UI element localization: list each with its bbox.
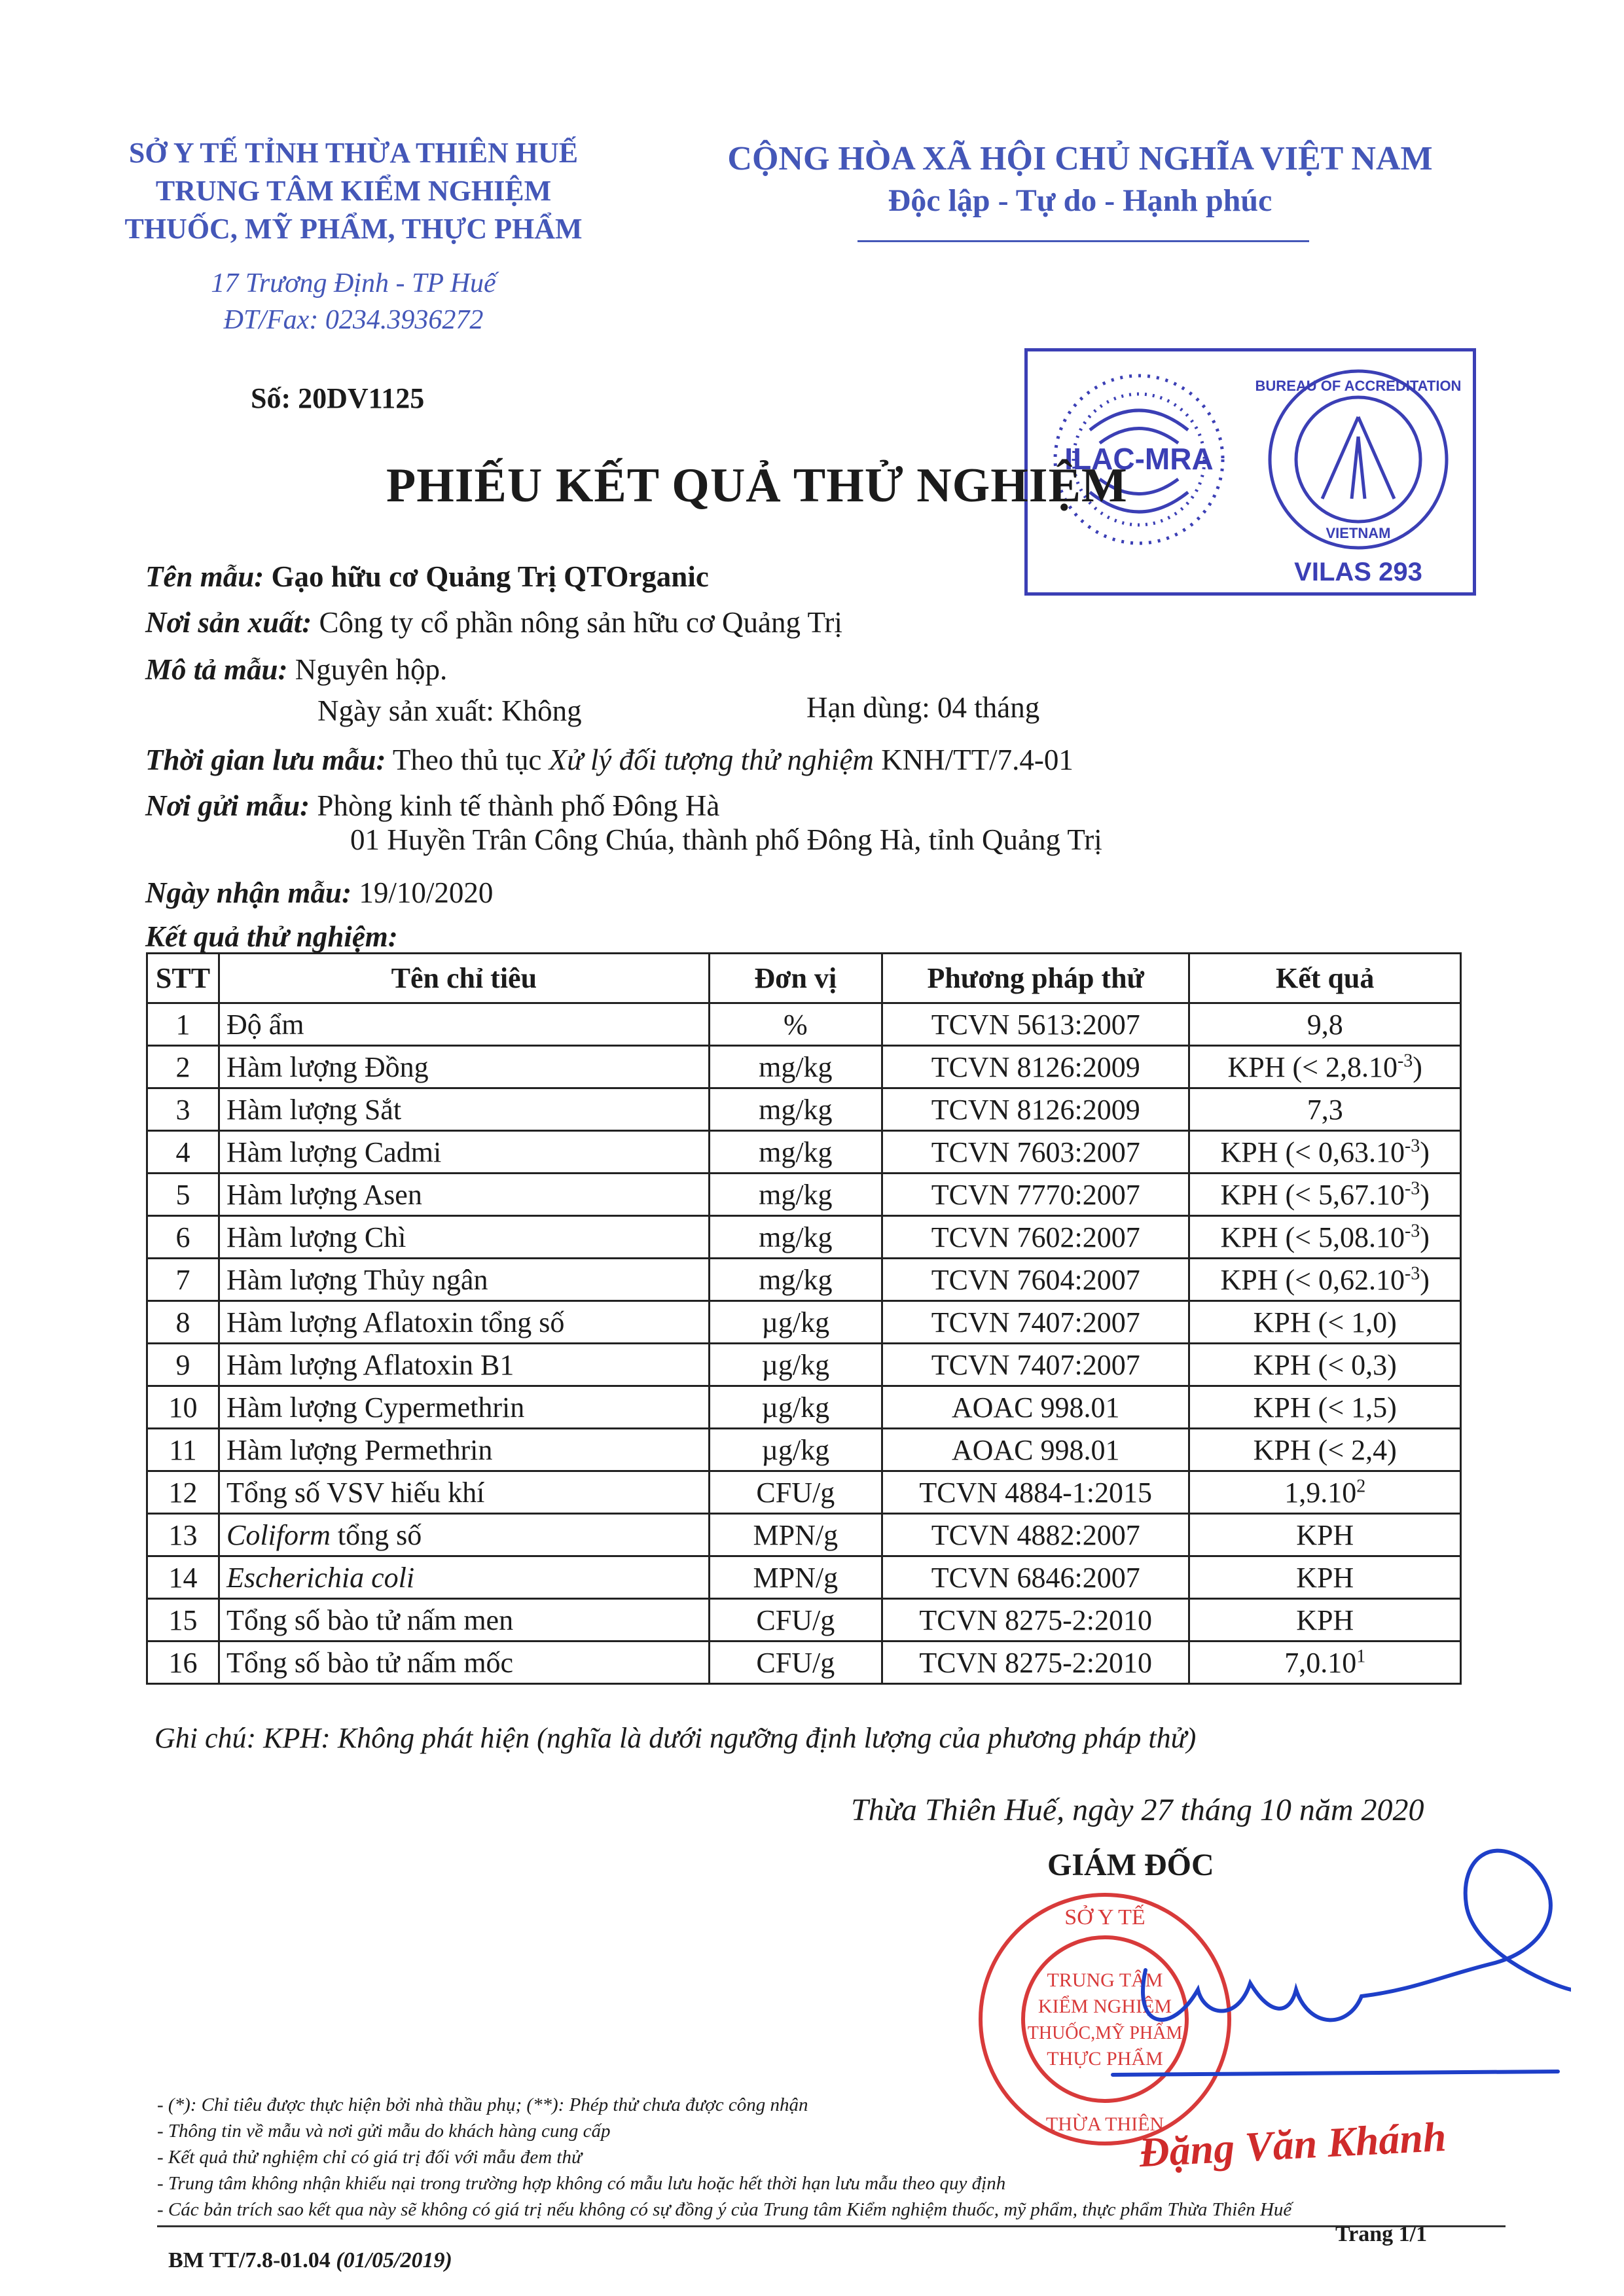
results-label: Kết quả thử nghiệm:: [145, 920, 398, 953]
row-result: [1189, 1046, 1461, 1088]
row-name: [219, 1003, 709, 1046]
results-table: [146, 952, 1462, 1685]
row-name-italic: Coliform: [226, 1518, 331, 1551]
row-unit: MPN/g: [709, 1556, 882, 1599]
description-value: Nguyên hộp.: [295, 653, 448, 686]
row-stt: 7: [147, 1259, 219, 1301]
result-exponent: -3: [1404, 1177, 1420, 1198]
row-method: AOAC 998.01: [882, 1429, 1189, 1471]
row-result: [1189, 1003, 1461, 1046]
result-tail: ): [1420, 1136, 1430, 1168]
seal-line-4: THỰC PHẨM: [1047, 2048, 1163, 2070]
row-method: TCVN 7604:2007: [882, 1259, 1189, 1301]
row-stt: 11: [147, 1429, 219, 1471]
row-method: TCVN 4882:2007: [882, 1514, 1189, 1556]
country-text: VIETNAM: [1326, 525, 1391, 541]
row-result: [1189, 1514, 1461, 1556]
row-unit: mg/kg: [709, 1216, 882, 1259]
result-value: KPH (< 1,5): [1253, 1391, 1397, 1424]
table-row: [147, 1046, 1461, 1088]
row-name-text: Hàm lượng Aflatoxin tổng số: [226, 1306, 565, 1338]
row-unit: µg/kg: [709, 1301, 882, 1344]
header-result: Kết quả: [1189, 954, 1461, 1003]
row-unit: MPN/g: [709, 1514, 882, 1556]
row-name: [219, 1471, 709, 1514]
result-value: KPH: [1296, 1518, 1354, 1551]
result-value: 1,9.10: [1284, 1476, 1357, 1509]
row-name-italic: Escherichia coli: [226, 1561, 415, 1594]
row-name-text: Tổng số VSV hiếu khí: [226, 1476, 485, 1509]
sample-name-value: Gạo hữu cơ Quảng Trị QTOrganic: [271, 560, 709, 593]
table-row: [147, 1131, 1461, 1174]
org-line-3: THUỐC, MỸ PHẨM, THỰC PHẨM: [124, 213, 583, 245]
footnote-3: - Kết quả thử nghiệm chỉ có giá trị đối với mẫu đem thử: [157, 2147, 582, 2168]
row-unit: µg/kg: [709, 1386, 882, 1429]
sample-name: [145, 560, 709, 594]
row-unit: µg/kg: [709, 1344, 882, 1386]
form-code-text: BM TT/7.8-01.04: [168, 2248, 331, 2272]
result-exponent: 1: [1356, 1645, 1366, 1666]
row-name-text: Hàm lượng Aflatoxin B1: [226, 1348, 514, 1381]
row-result: [1189, 1174, 1461, 1216]
row-name-text: Độ ẩm: [226, 1008, 304, 1041]
row-method: TCVN 8275-2:2010: [882, 1641, 1189, 1684]
row-name-text: Hàm lượng Chì: [226, 1221, 406, 1253]
row-name: [219, 1216, 709, 1259]
row-name-text: tổng số: [330, 1518, 422, 1551]
row-method: TCVN 7770:2007: [882, 1174, 1189, 1216]
row-unit: µg/kg: [709, 1429, 882, 1471]
result-tail: ): [1420, 1221, 1430, 1253]
row-result: [1189, 1556, 1461, 1599]
sample-description: [145, 653, 447, 687]
row-method: TCVN 7603:2007: [882, 1131, 1189, 1174]
received-date: [145, 876, 493, 910]
row-stt: 15: [147, 1599, 219, 1641]
row-method: TCVN 8126:2009: [882, 1088, 1189, 1131]
result-value: KPH: [1296, 1561, 1354, 1594]
row-stt: 13: [147, 1514, 219, 1556]
storage-prefix: Theo thủ tục: [392, 744, 542, 776]
table-row: [147, 1556, 1461, 1599]
footer-divider: [157, 2225, 1506, 2227]
table-header-row: [147, 954, 1461, 1003]
national-motto: Độc lập - Tự do - Hạnh phúc: [888, 183, 1272, 218]
footnote-2: - Thông tin về mẫu và nơi gửi mẫu do khách hàng cung cấp: [157, 2121, 611, 2142]
row-name: [219, 1174, 709, 1216]
row-result: [1189, 1641, 1461, 1684]
result-value: KPH (< 0,62.10: [1220, 1263, 1405, 1296]
row-result: [1189, 1429, 1461, 1471]
description-label: Mô tả mẫu:: [145, 653, 288, 686]
document-number: Số: 20DV1125: [251, 382, 425, 414]
table-row: [147, 1429, 1461, 1471]
result-exponent: -3: [1404, 1263, 1420, 1283]
row-stt: 4: [147, 1131, 219, 1174]
table-row: [147, 1471, 1461, 1514]
result-value: KPH (< 1,0): [1253, 1306, 1397, 1338]
manufacture-date: Ngày sản xuất: Không: [317, 694, 582, 727]
date-line: Thừa Thiên Huế, ngày 27 tháng 10 năm 2020: [851, 1793, 1424, 1827]
seal-ring-top: SỞ Y TẾ: [1064, 1905, 1146, 1929]
result-value: 9,8: [1307, 1008, 1343, 1041]
row-name-text: Hàm lượng Cadmi: [226, 1136, 442, 1168]
header-name: Tên chỉ tiêu: [219, 954, 709, 1003]
motto-underline: [857, 240, 1309, 242]
seal-ring-bottom: THỪA THIÊN: [1045, 2113, 1164, 2135]
org-line-1: SỞ Y TẾ TỈNH THỪA THIÊN HUẾ: [128, 137, 579, 169]
table-row: [147, 1259, 1461, 1301]
page-number: Trang 1/1: [1335, 2222, 1428, 2246]
row-name-text: Tổng số bào tử nấm men: [226, 1604, 514, 1636]
row-stt: 6: [147, 1216, 219, 1259]
table-row: [147, 1216, 1461, 1259]
result-exponent: -3: [1397, 1050, 1413, 1071]
row-result: [1189, 1471, 1461, 1514]
seal-line-2: KIỂM NGHIỆM: [1038, 1996, 1172, 2017]
row-method: TCVN 5613:2007: [882, 1003, 1189, 1046]
row-method: TCVN 8275-2:2010: [882, 1599, 1189, 1641]
received-label: Ngày nhận mẫu:: [145, 876, 352, 909]
table-row: [147, 1641, 1461, 1684]
form-date: (01/05/2019): [336, 2248, 452, 2272]
table-row: [147, 1514, 1461, 1556]
row-stt: 5: [147, 1174, 219, 1216]
row-name: [219, 1301, 709, 1344]
footnote-5: - Các bản trích sao kết qua này sẽ không có giá trị nếu không có sự đồng ý của Trung tâm Kiểm nghiệm thuốc, mỹ phẩm, thực phẩm Thừa Thiên Huế: [157, 2199, 1292, 2220]
row-name: [219, 1046, 709, 1088]
results-body: [147, 1003, 1461, 1684]
row-name: [219, 1131, 709, 1174]
result-exponent: -3: [1404, 1220, 1420, 1241]
storage-time: [145, 743, 1074, 777]
national-title: CỘNG HÒA XÃ HỘI CHỦ NGHĨA VIỆT NAM: [727, 140, 1433, 177]
result-exponent: -3: [1404, 1135, 1420, 1156]
row-stt: 16: [147, 1641, 219, 1684]
storage-label: Thời gian lưu mẫu:: [145, 744, 386, 776]
row-name: [219, 1599, 709, 1641]
storage-code: KNH/TT/7.4-01: [881, 744, 1074, 776]
organization-header: [85, 134, 622, 248]
row-unit: mg/kg: [709, 1259, 882, 1301]
row-unit: CFU/g: [709, 1471, 882, 1514]
director-title: GIÁM ĐỐC: [1047, 1848, 1214, 1882]
bureau-text: BUREAU OF ACCREDITATION: [1255, 378, 1462, 394]
row-result: [1189, 1216, 1461, 1259]
result-tail: ): [1420, 1178, 1430, 1211]
received-value: 19/10/2020: [359, 876, 494, 909]
seal-line-1: TRUNG TÂM: [1047, 1969, 1163, 1991]
seal-line-3: THUỐC,MỸ PHẨM: [1027, 2023, 1183, 2043]
row-stt: 8: [147, 1301, 219, 1344]
row-name: [219, 1088, 709, 1131]
org-contact: [85, 265, 622, 338]
row-stt: 1: [147, 1003, 219, 1046]
result-tail: ): [1420, 1263, 1430, 1296]
row-method: TCVN 4884-1:2015: [882, 1471, 1189, 1514]
row-stt: 12: [147, 1471, 219, 1514]
director-signature: [1074, 1820, 1571, 2121]
row-name-text: Hàm lượng Thủy ngân: [226, 1263, 488, 1296]
result-value: 7,0.10: [1284, 1646, 1357, 1679]
row-method: TCVN 7602:2007: [882, 1216, 1189, 1259]
row-name-text: Hàm lượng Sắt: [226, 1093, 402, 1126]
row-stt: 3: [147, 1088, 219, 1131]
row-method: TCVN 8126:2009: [882, 1046, 1189, 1088]
row-unit: mg/kg: [709, 1174, 882, 1216]
row-name: [219, 1641, 709, 1684]
table-row: [147, 1386, 1461, 1429]
row-stt: 14: [147, 1556, 219, 1599]
table-row: [147, 1599, 1461, 1641]
result-tail: ): [1413, 1050, 1422, 1083]
row-unit: mg/kg: [709, 1088, 882, 1131]
row-name-text: Hàm lượng Đồng: [226, 1050, 429, 1083]
producer-label: Nơi sản xuất:: [145, 606, 312, 639]
header-method: Phương pháp thử: [882, 954, 1189, 1003]
table-row: [147, 1088, 1461, 1131]
page-title: PHIẾU KẾT QUẢ THỬ NGHIỆM: [386, 459, 1128, 512]
table-row: [147, 1344, 1461, 1386]
row-result: [1189, 1344, 1461, 1386]
row-method: TCVN 7407:2007: [882, 1344, 1189, 1386]
sender-line-2: 01 Huyền Trân Công Chúa, thành phố Đông Hà, tỉnh Quảng Trị: [350, 823, 1102, 856]
row-stt: 2: [147, 1046, 219, 1088]
table-row: [147, 1174, 1461, 1216]
result-value: 7,3: [1307, 1093, 1343, 1126]
sender-label: Nơi gửi mẫu:: [145, 789, 310, 822]
footnote-1: - (*): Chỉ tiêu được thực hiện bởi nhà thầu phụ; (**): Phép thử chưa được công nhận: [157, 2094, 808, 2115]
row-unit: CFU/g: [709, 1599, 882, 1641]
vilas-code: VILAS 293: [1294, 558, 1422, 586]
sample-name-label: Tên mẫu:: [145, 560, 264, 593]
header-unit: Đơn vị: [709, 954, 882, 1003]
result-exponent: 2: [1356, 1475, 1366, 1496]
producer: [145, 605, 842, 639]
row-name: [219, 1556, 709, 1599]
row-result: [1189, 1131, 1461, 1174]
org-address: 17 Trương Định - TP Huế: [211, 268, 496, 298]
result-value: KPH (< 5,67.10: [1220, 1178, 1405, 1211]
form-code: [168, 2248, 452, 2273]
row-result: [1189, 1386, 1461, 1429]
row-name-text: Hàm lượng Cypermethrin: [226, 1391, 525, 1424]
row-stt: 9: [147, 1344, 219, 1386]
result-value: KPH (< 2,4): [1253, 1433, 1397, 1466]
national-header: [674, 137, 1486, 221]
note: Ghi chú: KPH: Không phát hiện (nghĩa là dưới ngưỡng định lượng của phương pháp thử): [154, 1722, 1197, 1754]
result-value: KPH (< 0,3): [1253, 1348, 1397, 1381]
row-unit: %: [709, 1003, 882, 1046]
result-value: KPH (< 5,08.10: [1220, 1221, 1405, 1253]
row-stt: 10: [147, 1386, 219, 1429]
row-method: TCVN 7407:2007: [882, 1301, 1189, 1344]
sender-line-1: Phòng kinh tế thành phố Đông Hà: [317, 789, 720, 822]
row-name-text: Hàm lượng Asen: [226, 1178, 422, 1211]
row-name: [219, 1259, 709, 1301]
result-value: KPH (< 0,63.10: [1220, 1136, 1405, 1168]
producer-value: Công ty cổ phần nông sản hữu cơ Quảng Trị: [319, 606, 842, 639]
signer-name: Đặng Văn Khánh: [1138, 2113, 1448, 2176]
row-unit: mg/kg: [709, 1046, 882, 1088]
results-heading: [145, 920, 398, 954]
org-phone: ĐT/Fax: 0234.3936272: [223, 305, 484, 335]
expiry-date: Hạn dùng: 04 tháng: [806, 691, 1040, 724]
result-value: KPH (< 2,8.10: [1227, 1050, 1398, 1083]
row-name: [219, 1386, 709, 1429]
org-line-2: TRUNG TÂM KIỂM NGHIỆM: [155, 175, 552, 207]
row-method: AOAC 998.01: [882, 1386, 1189, 1429]
row-unit: mg/kg: [709, 1131, 882, 1174]
row-result: [1189, 1301, 1461, 1344]
storage-procedure: Xử lý đối tượng thử nghiệm: [549, 744, 874, 776]
row-name: [219, 1429, 709, 1471]
row-name: [219, 1514, 709, 1556]
row-method: TCVN 6846:2007: [882, 1556, 1189, 1599]
result-value: KPH: [1296, 1604, 1354, 1636]
row-name: [219, 1344, 709, 1386]
row-result: [1189, 1259, 1461, 1301]
header-stt: STT: [147, 954, 219, 1003]
row-result: [1189, 1088, 1461, 1131]
ilac-text: ILAC-MRA: [1064, 442, 1214, 476]
row-unit: CFU/g: [709, 1641, 882, 1684]
row-result: [1189, 1599, 1461, 1641]
sender: [145, 789, 719, 823]
row-name-text: Hàm lượng Permethrin: [226, 1433, 493, 1466]
footnote-4: - Trung tâm không nhận khiếu nại trong trường hợp không có mẫu lưu hoặc hết thời hạn lưu mẫu theo quy định: [157, 2173, 1006, 2194]
table-row: [147, 1301, 1461, 1344]
table-row: [147, 1003, 1461, 1046]
row-name-text: Tổng số bào tử nấm mốc: [226, 1646, 514, 1679]
